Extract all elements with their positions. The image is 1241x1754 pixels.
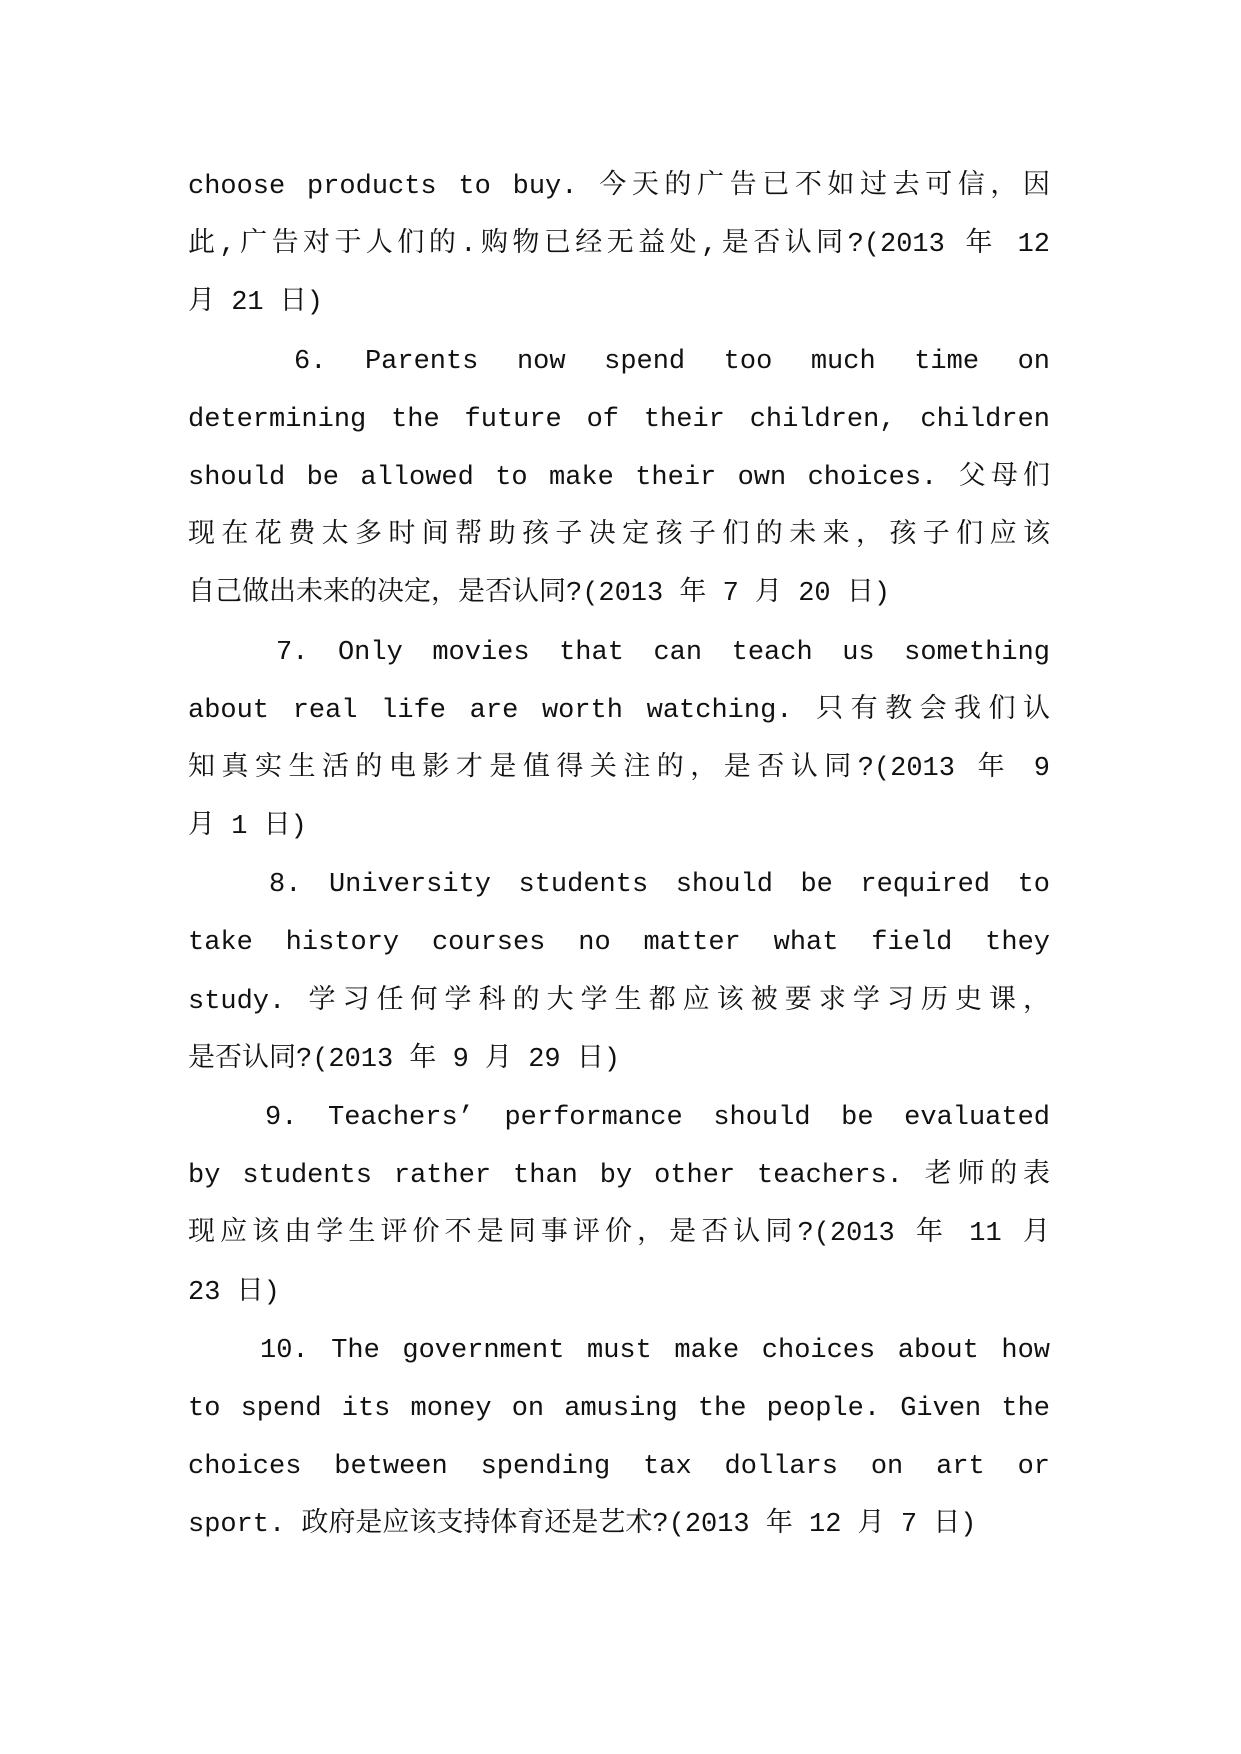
text-line: choose products to buy. 今天的广告已不如过去可信，因 <box>188 172 1050 202</box>
text-line: determining the future of their children, children <box>188 404 1050 435</box>
text-line: 10. The government must make choices about how <box>260 1335 1050 1366</box>
essay-topic-6 <box>188 333 1050 624</box>
essay-topic-continued <box>188 158 1050 333</box>
text-line: take history courses no matter what field they <box>188 928 1050 959</box>
text-line: by students rather than by other teachers. 老师的表 <box>188 1161 1050 1192</box>
text-line: 自己做出未来的决定，是否认同?(2013 年 7 月 20 日) <box>188 579 891 610</box>
text-line: choices between spending tax dollars on art or <box>188 1452 1050 1483</box>
text-line: 7. Only movies that can teach us something <box>276 637 1050 668</box>
text-line: 是否认同?(2013 年 9 月 29 日) <box>188 1044 621 1075</box>
document-page <box>188 158 1050 1555</box>
text-line: 月 1 日) <box>188 812 307 843</box>
text-line: 月 21 日) <box>188 288 324 319</box>
text-line: 8. University students should be required to <box>269 870 1050 901</box>
text-line: 9. Teachers’ performance should be evaluated <box>265 1103 1050 1133</box>
text-line: 6. Parents now spend too much time on <box>294 346 1050 377</box>
text-line: about real life are worth watching. 只有教会我们认 <box>188 695 1050 726</box>
text-line: to spend its money on amusing the people. Given the <box>188 1393 1050 1424</box>
text-line: sport. 政府是应该支持体育还是艺术?(2013 年 12 月 7 日) <box>188 1510 977 1541</box>
essay-topic-8 <box>188 856 1050 1089</box>
text-line: 现应该由学生评价不是同事评价，是否认同?(2013 年 11 月 <box>188 1219 1050 1250</box>
text-line: 知真实生活的电影才是值得关注的，是否认同?(2013 年 9 <box>188 753 1050 784</box>
text-line: should be allowed to make their own choices. 父母们 <box>188 462 1050 493</box>
text-line: 23 日) <box>188 1277 280 1308</box>
text-line: 此,广告对于人们的.购物已经无益处,是否认同?(2013 年 12 <box>188 230 1050 261</box>
text-line: study. 学习任何学科的大学生都应该被要求学习历史课， <box>188 986 1050 1017</box>
text-line: 现在花费太多时间帮助孩子决定孩子们的未来，孩子们应该 <box>188 521 1050 552</box>
essay-topic-9 <box>188 1089 1050 1322</box>
essay-topic-7 <box>188 624 1050 857</box>
essay-topic-10 <box>188 1322 1050 1555</box>
